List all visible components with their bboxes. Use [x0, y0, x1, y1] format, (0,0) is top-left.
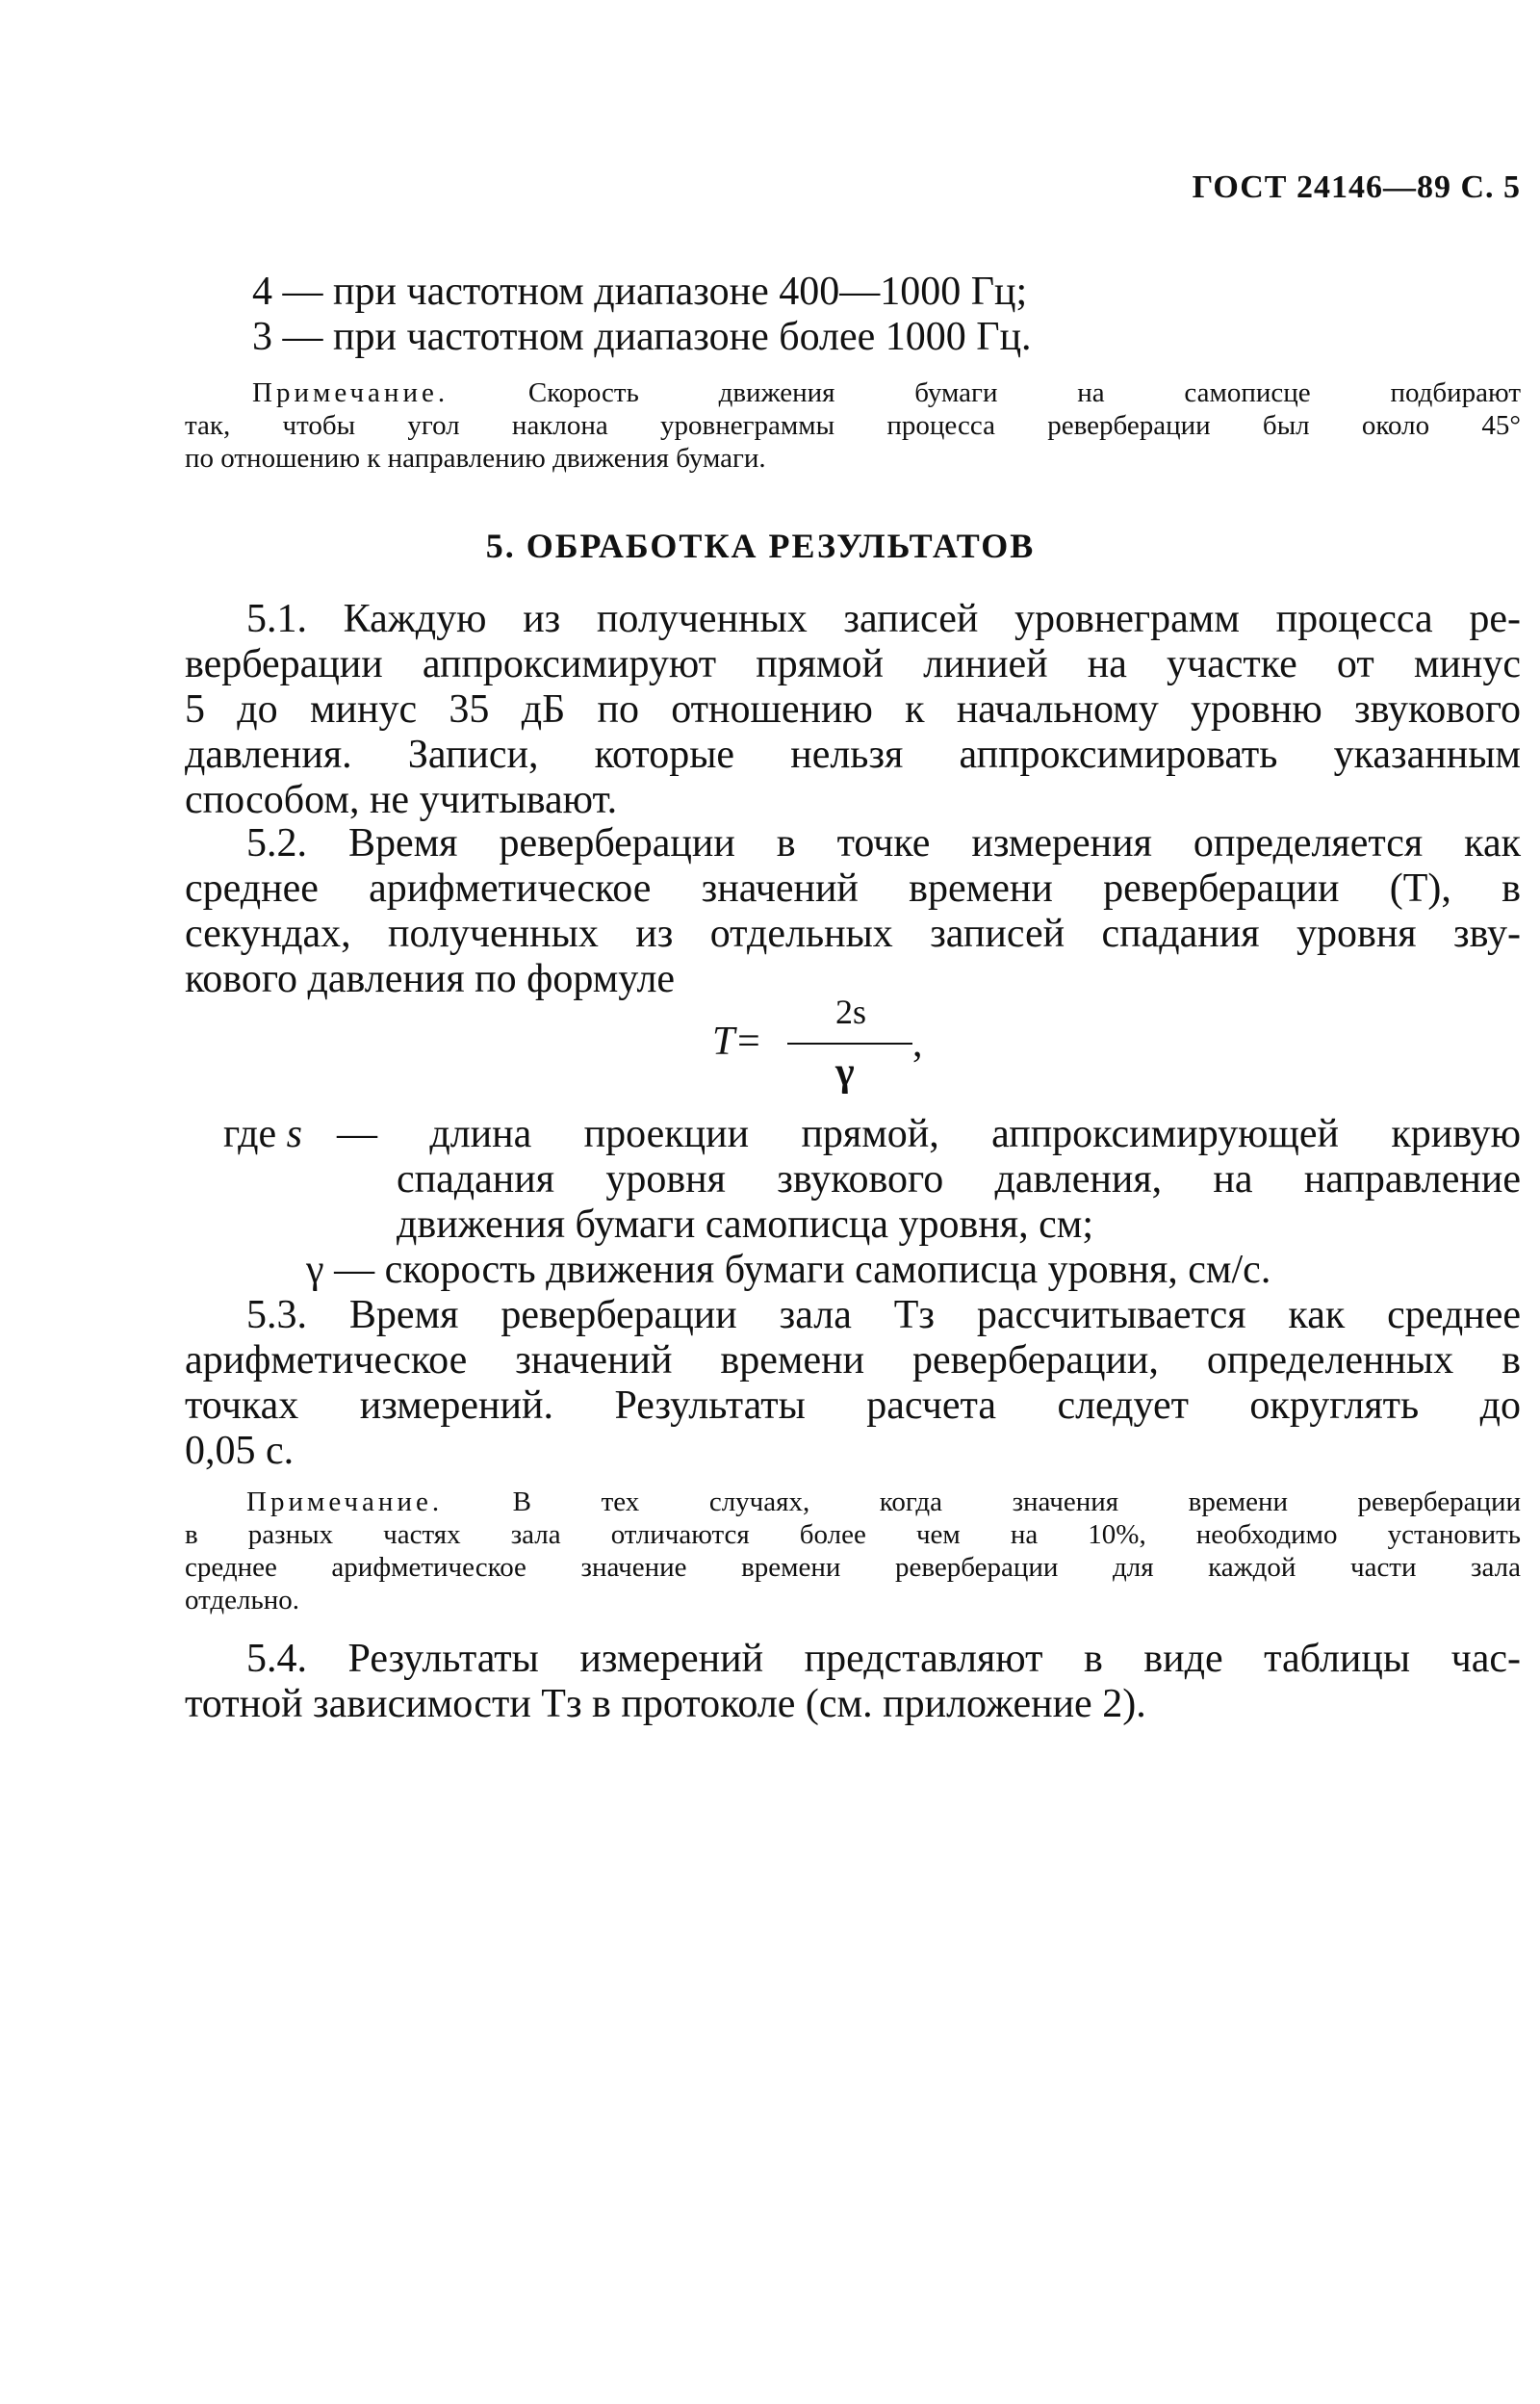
list-item-text: — при частотном диапазоне более 1000 Гц.	[282, 315, 1032, 359]
fraction-line	[787, 1043, 912, 1045]
list-item-4	[252, 270, 1027, 315]
note-1-line-2: так, чтобы угол наклона уровнеграммы процесса реверберации был около 45°	[185, 410, 1521, 441]
def-s-line-1: — длина проекции прямой, аппроксимирующей кривую	[337, 1112, 1521, 1156]
note-1-line-3: по отношению к направлению движения бумаги.	[185, 443, 766, 474]
p51-line-2: верберации аппроксимируют прямой линией на участке от минус	[185, 642, 1521, 686]
def-s-line-3: движения бумаги самописца уровня, см;	[397, 1202, 1094, 1247]
p51-line-5: способом, не учитывают.	[185, 778, 618, 822]
note-1-line-1	[252, 377, 1521, 408]
def-v	[306, 1248, 1270, 1293]
p53-line-1: 5.3. Время реверберации зала Tз рассчитывается как среднее	[246, 1293, 1521, 1337]
def-s-symbol: s	[286, 1112, 303, 1156]
p51-line-1: 5.1. Каждую из полученных записей уровнеграмм процесса ре-	[246, 597, 1521, 641]
page-header: ГОСТ 24146—89 С. 5	[1192, 169, 1521, 205]
note-2-text: В тех случаях, когда значения времени реверберации	[512, 1486, 1522, 1517]
p51-line-3: 5 до минус 35 дБ по отношению к начальному уровню звукового	[185, 687, 1521, 732]
p52-line-2: среднее арифметическое значений времени реверберации (T), в	[185, 866, 1521, 911]
def-s-line-2: спадания уровня звукового давления, на направление	[397, 1157, 1521, 1202]
list-item-number: 4	[252, 270, 272, 314]
def-v-symbol: γ	[306, 1248, 324, 1292]
def-v-text: — скорость движения бумаги самописца уровня, см/с.	[334, 1248, 1271, 1292]
p52-line-4: кового давления по формуле	[185, 957, 676, 1001]
note-1-label: Примечание.	[252, 377, 449, 408]
note-2-line-2: в разных частях зала отличаются более чем на 10%, необходимо установить	[185, 1519, 1521, 1550]
p52-line-3: секундах, полученных из отдельных записей спадания уровня зву-	[185, 912, 1521, 956]
formula-numerator: 2s	[835, 993, 867, 1031]
p52-line-1: 5.2. Время реверберации в точке измерения определяется как	[246, 821, 1521, 866]
note-2-line-1	[246, 1486, 1521, 1517]
list-item-number: 3	[252, 315, 272, 359]
p54-line-2: тотной зависимости Tз в протоколе (см. приложение 2).	[185, 1682, 1146, 1726]
p53-line-2: арифметическое значений времени реверберации, определенных в	[185, 1338, 1521, 1383]
p51-line-4: давления. Записи, которые нельзя аппроксимировать указанным	[185, 733, 1521, 777]
formula-denominator: γ	[835, 1050, 855, 1095]
p54-line-1: 5.4. Результаты измерений представляют в виде таблицы час-	[246, 1637, 1521, 1681]
note-2-line-3: среднее арифметическое значение времени реверберации для каждой части зала	[185, 1552, 1521, 1583]
list-item-3	[252, 315, 1032, 360]
def-where	[223, 1112, 302, 1157]
note-1-text: Скорость движения бумаги на самописце подбирают	[527, 377, 1521, 408]
def-where-label: где	[223, 1112, 277, 1156]
note-2-label: Примечание.	[246, 1486, 444, 1517]
formula-lhs: T=	[712, 1020, 762, 1064]
p53-line-4: 0,05 с.	[185, 1429, 295, 1473]
p53-line-3: точках измерений. Результаты расчета следует округлять до	[185, 1383, 1521, 1428]
list-item-text: — при частотном диапазоне 400—1000 Гц;	[282, 270, 1028, 314]
note-2-line-4: отдельно.	[185, 1585, 300, 1616]
formula-comma: ,	[912, 1021, 923, 1066]
section-heading: 5. ОБРАБОТКА РЕЗУЛЬТАТОВ	[485, 527, 1036, 565]
